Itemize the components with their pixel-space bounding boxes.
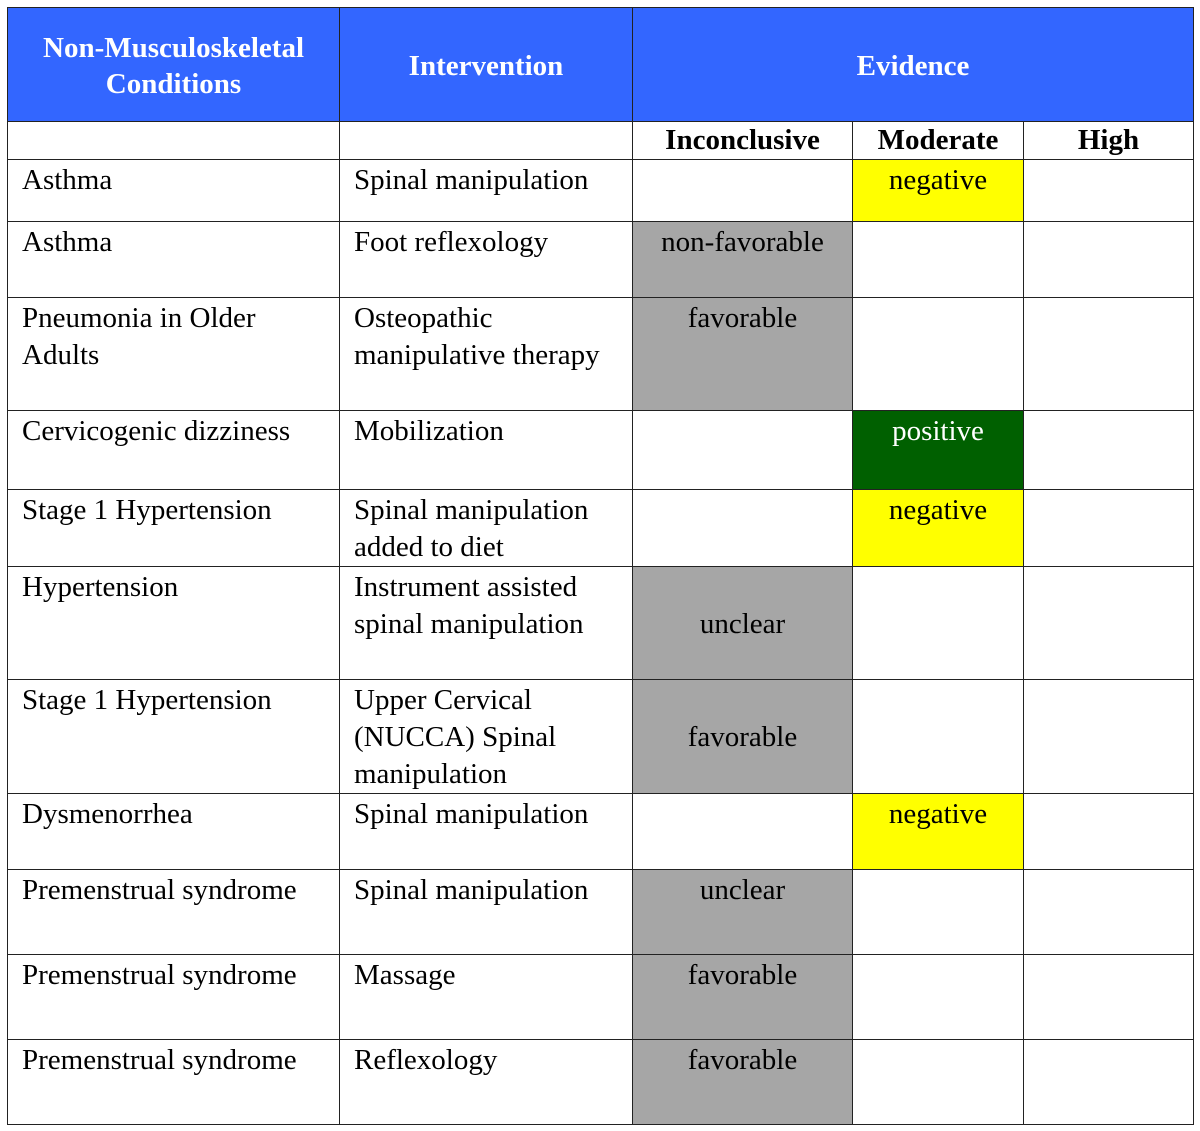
intervention-cell: Massage xyxy=(340,955,633,1040)
table-row xyxy=(8,567,1194,680)
table-row xyxy=(8,160,1194,222)
intervention-cell: Spinal manipulation xyxy=(340,870,633,955)
table-row xyxy=(8,870,1194,955)
table-row xyxy=(8,955,1194,1040)
condition-cell: Stage 1 Hypertension xyxy=(8,490,340,567)
intervention-cell: Reflexology xyxy=(340,1040,633,1125)
intervention-cell: Spinal manipulation added to diet xyxy=(340,490,633,567)
condition-cell: Cervicogenic dizziness xyxy=(8,411,340,490)
high-cell xyxy=(1024,160,1194,222)
inconclusive-cell xyxy=(633,794,853,870)
inconclusive-cell xyxy=(633,411,853,490)
high-cell xyxy=(1024,794,1194,870)
condition-cell: Premenstrual syndrome xyxy=(8,955,340,1040)
table-row xyxy=(8,411,1194,490)
subheader-row xyxy=(8,122,1194,160)
inconclusive-cell: unclear xyxy=(633,870,853,955)
subheader-high: High xyxy=(1024,122,1194,160)
intervention-cell: Osteopathic manipulative therapy xyxy=(340,298,633,411)
high-cell xyxy=(1024,680,1194,794)
table-row xyxy=(8,794,1194,870)
moderate-cell: negative xyxy=(853,490,1024,567)
moderate-cell xyxy=(853,567,1024,680)
table-row xyxy=(8,222,1194,298)
intervention-cell: Foot reflexology xyxy=(340,222,633,298)
intervention-cell: Instrument assisted spinal manipulation xyxy=(340,567,633,680)
high-cell xyxy=(1024,490,1194,567)
high-cell xyxy=(1024,1040,1194,1125)
header-evidence: Evidence xyxy=(633,8,1194,122)
condition-cell: Premenstrual syndrome xyxy=(8,1040,340,1125)
inconclusive-cell xyxy=(633,490,853,567)
high-cell xyxy=(1024,955,1194,1040)
inconclusive-cell: favorable xyxy=(633,298,853,411)
moderate-cell xyxy=(853,955,1024,1040)
moderate-cell: negative xyxy=(853,794,1024,870)
evidence-table xyxy=(7,7,1194,1125)
subheader-moderate: Moderate xyxy=(853,122,1024,160)
subheader-blank-1 xyxy=(8,122,340,160)
moderate-cell xyxy=(853,870,1024,955)
condition-cell: Stage 1 Hypertension xyxy=(8,680,340,794)
high-cell xyxy=(1024,411,1194,490)
intervention-cell: Upper Cervical (NUCCA) Spinal manipulation xyxy=(340,680,633,794)
condition-cell: Asthma xyxy=(8,160,340,222)
high-cell xyxy=(1024,567,1194,680)
high-cell xyxy=(1024,870,1194,955)
inconclusive-cell: favorable xyxy=(633,680,853,794)
high-cell xyxy=(1024,298,1194,411)
condition-cell: Premenstrual syndrome xyxy=(8,870,340,955)
header-conditions: Non-Musculoskeletal Conditions xyxy=(8,8,340,122)
condition-cell: Pneumonia in Older Adults xyxy=(8,298,340,411)
table-row xyxy=(8,298,1194,411)
moderate-cell xyxy=(853,222,1024,298)
subheader-blank-2 xyxy=(340,122,633,160)
condition-cell: Asthma xyxy=(8,222,340,298)
moderate-cell: positive xyxy=(853,411,1024,490)
inconclusive-cell: non-favorable xyxy=(633,222,853,298)
moderate-cell xyxy=(853,680,1024,794)
condition-cell: Hypertension xyxy=(8,567,340,680)
moderate-cell: negative xyxy=(853,160,1024,222)
intervention-cell: Mobilization xyxy=(340,411,633,490)
condition-cell: Dysmenorrhea xyxy=(8,794,340,870)
table-row xyxy=(8,680,1194,794)
inconclusive-cell: favorable xyxy=(633,1040,853,1125)
intervention-cell: Spinal manipulation xyxy=(340,794,633,870)
subheader-inconclusive: Inconclusive xyxy=(633,122,853,160)
table-row xyxy=(8,1040,1194,1125)
header-intervention: Intervention xyxy=(340,8,633,122)
moderate-cell xyxy=(853,1040,1024,1125)
intervention-cell: Spinal manipulation xyxy=(340,160,633,222)
inconclusive-cell xyxy=(633,160,853,222)
table-row xyxy=(8,490,1194,567)
header-row xyxy=(8,8,1194,122)
inconclusive-cell: unclear xyxy=(633,567,853,680)
moderate-cell xyxy=(853,298,1024,411)
inconclusive-cell: favorable xyxy=(633,955,853,1040)
high-cell xyxy=(1024,222,1194,298)
